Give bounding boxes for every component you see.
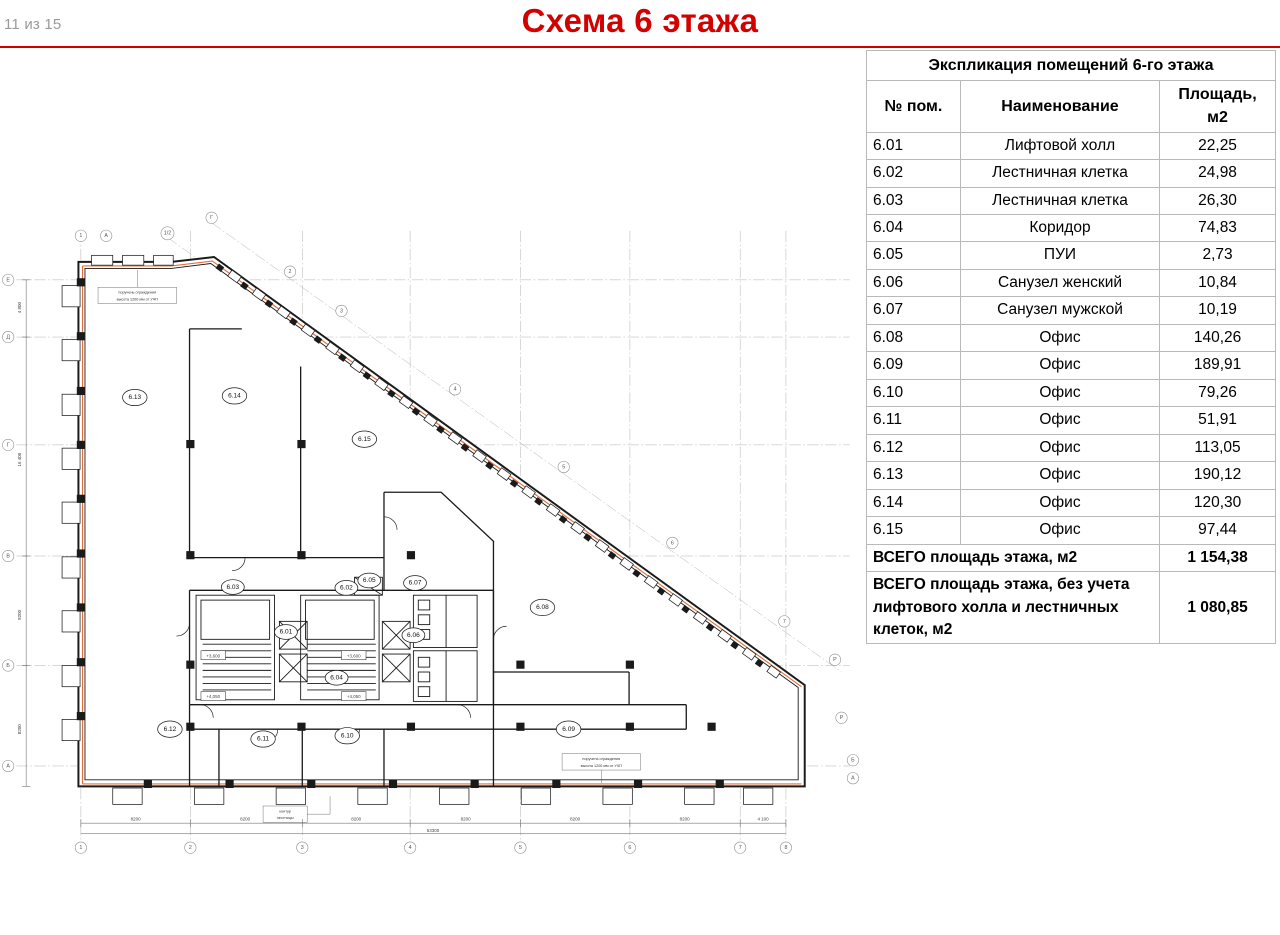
room-badge-label: 6.09: [562, 725, 575, 733]
room-name: Офис: [960, 324, 1159, 351]
room-area: 190,12: [1160, 462, 1276, 489]
room-badge-label: 6.07: [408, 579, 422, 587]
room-number: 6.07: [867, 297, 961, 324]
dimension-value: 8200: [570, 816, 581, 822]
room-badge: [158, 721, 183, 737]
room-name: Лифтовой холл: [960, 132, 1159, 159]
table-row: [867, 132, 1276, 159]
table-row: [867, 379, 1276, 406]
room-area: 120,30: [1160, 489, 1276, 516]
room-badge-label: 6.13: [128, 394, 142, 402]
room-number: 6.09: [867, 352, 961, 379]
room-badge: [275, 625, 298, 640]
table-header-row: [867, 81, 1276, 132]
svg-text:Б: Б: [6, 662, 10, 669]
svg-text:А: А: [104, 233, 108, 240]
room-badge-label: 6.15: [358, 435, 371, 443]
svg-text:6: 6: [670, 540, 674, 547]
room-name: Лестничная клетка: [960, 160, 1159, 187]
room-badge: [402, 628, 425, 643]
table-row: [867, 214, 1276, 241]
svg-text:4: 4: [408, 845, 412, 852]
room-area: 10,19: [1160, 297, 1276, 324]
elevation-mark-label: +3,600: [346, 653, 361, 659]
west-facade-windows: [62, 286, 80, 741]
left-dimension-chain: [22, 280, 30, 787]
room-badge: [221, 580, 244, 595]
left-dimension-values: [17, 302, 22, 735]
table-row: [867, 324, 1276, 351]
room-name: Санузел женский: [960, 269, 1159, 296]
room-name: Офис: [960, 352, 1159, 379]
table-row: [867, 269, 1276, 296]
total-value: 1 080,85: [1160, 572, 1276, 644]
svg-text:В: В: [6, 553, 10, 560]
room-area: 10,84: [1160, 269, 1276, 296]
room-area: 97,44: [1160, 517, 1276, 544]
page-title: Схема 6 этажа: [521, 2, 759, 39]
table-row: [867, 407, 1276, 434]
room-badge-label: 6.03: [226, 583, 240, 591]
room-name: Санузел мужской: [960, 297, 1159, 324]
svg-text:3: 3: [340, 308, 343, 315]
svg-text:А: А: [6, 763, 10, 770]
svg-text:8: 8: [784, 845, 788, 852]
room-badge-label: 6.08: [536, 604, 549, 612]
room-badge: [556, 721, 581, 737]
dimension-value: 16 400: [17, 452, 23, 467]
room-badge-label: 6.04: [330, 674, 343, 682]
svg-text:А: А: [851, 775, 855, 782]
dimension-value: 8200: [351, 816, 362, 822]
room-badge: [404, 576, 427, 591]
south-facade-windows: [113, 788, 773, 804]
room-number: 6.01: [867, 132, 961, 159]
svg-text:7: 7: [782, 618, 786, 625]
svg-text:2: 2: [288, 269, 292, 276]
annotation-line-2: высота 1200 мм от УЧП: [580, 763, 622, 768]
total-row-floor-area-net: [867, 572, 1276, 644]
table-row: [867, 297, 1276, 324]
svg-text:6: 6: [628, 845, 632, 852]
table-row: [867, 462, 1276, 489]
axis-bubbles-bottom: [75, 842, 791, 853]
room-badge-label: 6.11: [256, 735, 270, 743]
dimension-value: 8200: [240, 816, 251, 822]
total-label: ВСЕГО площадь этажа, м2: [867, 544, 1160, 571]
svg-text:1: 1: [79, 233, 83, 240]
svg-text:1: 1: [79, 845, 83, 852]
room-number: 6.13: [867, 462, 961, 489]
elevation-mark-label: +4,050: [346, 694, 361, 700]
room-area: 24,98: [1160, 160, 1276, 187]
room-area: 140,26: [1160, 324, 1276, 351]
annotation-line-2: высота 1200 мм от УЧП: [116, 297, 158, 302]
room-badge: [123, 389, 148, 405]
svg-text:Д: Д: [6, 334, 10, 341]
dimension-value: 8200: [17, 724, 23, 735]
table-row: [867, 187, 1276, 214]
dimension-value: 4 800: [17, 302, 23, 314]
room-badge-label: 6.12: [163, 725, 177, 733]
table-row: [867, 434, 1276, 461]
table-caption-row: [867, 51, 1276, 81]
axis-bubbles-left: [2, 274, 13, 772]
svg-text:Б: Б: [851, 757, 855, 764]
annotation-line-1: поручень ограждения: [582, 757, 621, 762]
svg-text:Р: Р: [833, 657, 837, 664]
svg-text:Р: Р: [839, 715, 844, 722]
room-number: 6.03: [867, 187, 961, 214]
room-number: 6.08: [867, 324, 961, 351]
room-badge: [222, 388, 247, 404]
room-area: 79,26: [1160, 379, 1276, 406]
room-name: ПУИ: [960, 242, 1159, 269]
annotation-line-2: лестницы: [276, 816, 294, 821]
room-badge: [358, 573, 381, 588]
room-number: 6.04: [867, 214, 961, 241]
title-divider: [0, 46, 1280, 48]
table-row: [867, 352, 1276, 379]
room-area: 26,30: [1160, 187, 1276, 214]
room-number: 6.05: [867, 242, 961, 269]
total-value: 1 154,38: [1160, 544, 1276, 571]
room-badge-label: 6.06: [407, 631, 420, 639]
room-number: 6.12: [867, 434, 961, 461]
room-area: 51,91: [1160, 407, 1276, 434]
svg-text:4: 4: [453, 386, 457, 393]
slide-counter: 11 из 15: [4, 16, 62, 33]
room-area: 189,91: [1160, 352, 1276, 379]
dimension-value: 8200: [17, 609, 23, 620]
svg-text:2: 2: [188, 845, 192, 852]
svg-text:5: 5: [518, 845, 522, 852]
svg-text:Г: Г: [6, 442, 10, 449]
elevation-mark-label: +3,600: [206, 653, 221, 659]
dimension-value: 4 100: [757, 816, 769, 822]
column-header-name: Наименование: [960, 81, 1159, 132]
floor-plan-drawing: [0, 52, 866, 935]
explication-table: [866, 50, 1276, 644]
table-row: [867, 517, 1276, 544]
room-badge: [325, 670, 348, 685]
room-badge: [530, 599, 555, 615]
room-area: 113,05: [1160, 434, 1276, 461]
room-badge-label: 6.02: [340, 584, 353, 592]
room-badge-label: 6.01: [279, 628, 293, 636]
column-header-area: Площадь, м2: [1160, 81, 1276, 132]
table-row: [867, 242, 1276, 269]
svg-text:7: 7: [738, 845, 742, 852]
room-badge: [335, 581, 358, 596]
room-number: 6.11: [867, 407, 961, 434]
room-number: 6.15: [867, 517, 961, 544]
dimension-total-value: 53300: [426, 828, 440, 834]
room-name: Офис: [960, 379, 1159, 406]
room-number: 6.02: [867, 160, 961, 187]
room-name: Офис: [960, 462, 1159, 489]
total-label: ВСЕГО площадь этажа, без учета лифтового холла и лестничных клеток, м2: [867, 572, 1160, 644]
room-name: Офис: [960, 517, 1159, 544]
room-badge-label: 6.05: [362, 577, 376, 585]
svg-text:5: 5: [562, 464, 566, 471]
table-row: [867, 489, 1276, 516]
dimension-value: 8200: [460, 816, 471, 822]
room-badge: [335, 728, 360, 744]
elevation-mark-label: +4,050: [206, 694, 221, 700]
dimension-value: 8200: [130, 816, 141, 822]
room-number: 6.06: [867, 269, 961, 296]
room-area: 2,73: [1160, 242, 1276, 269]
svg-text:1/2: 1/2: [163, 230, 172, 237]
annotation-line-1: поручень ограждения: [118, 290, 157, 295]
room-number: 6.10: [867, 379, 961, 406]
room-badge-label: 6.10: [340, 732, 354, 740]
explication-caption: Экспликация помещений 6-го этажа: [867, 51, 1276, 81]
room-badge: [352, 431, 377, 447]
svg-text:3: 3: [300, 845, 304, 852]
room-badge-label: 6.14: [228, 392, 241, 400]
svg-text:Г: Г: [210, 215, 214, 222]
room-name: Лестничная клетка: [960, 187, 1159, 214]
room-name: Офис: [960, 407, 1159, 434]
north-facade-windows: [92, 255, 174, 265]
total-row-floor-area: [867, 544, 1276, 571]
annotation-line-1: контур: [279, 809, 291, 814]
building-outline: [78, 257, 804, 786]
room-name: Офис: [960, 434, 1159, 461]
room-badge: [251, 731, 276, 747]
dimension-value: 8200: [679, 816, 690, 822]
room-area: 74,83: [1160, 214, 1276, 241]
table-row: [867, 160, 1276, 187]
room-area: 22,25: [1160, 132, 1276, 159]
column-header-number: № пом.: [867, 81, 961, 132]
svg-text:Е: Е: [6, 277, 10, 284]
bottom-dimension-values: [131, 817, 770, 833]
room-name: Офис: [960, 489, 1159, 516]
room-number: 6.14: [867, 489, 961, 516]
room-name: Коридор: [960, 214, 1159, 241]
